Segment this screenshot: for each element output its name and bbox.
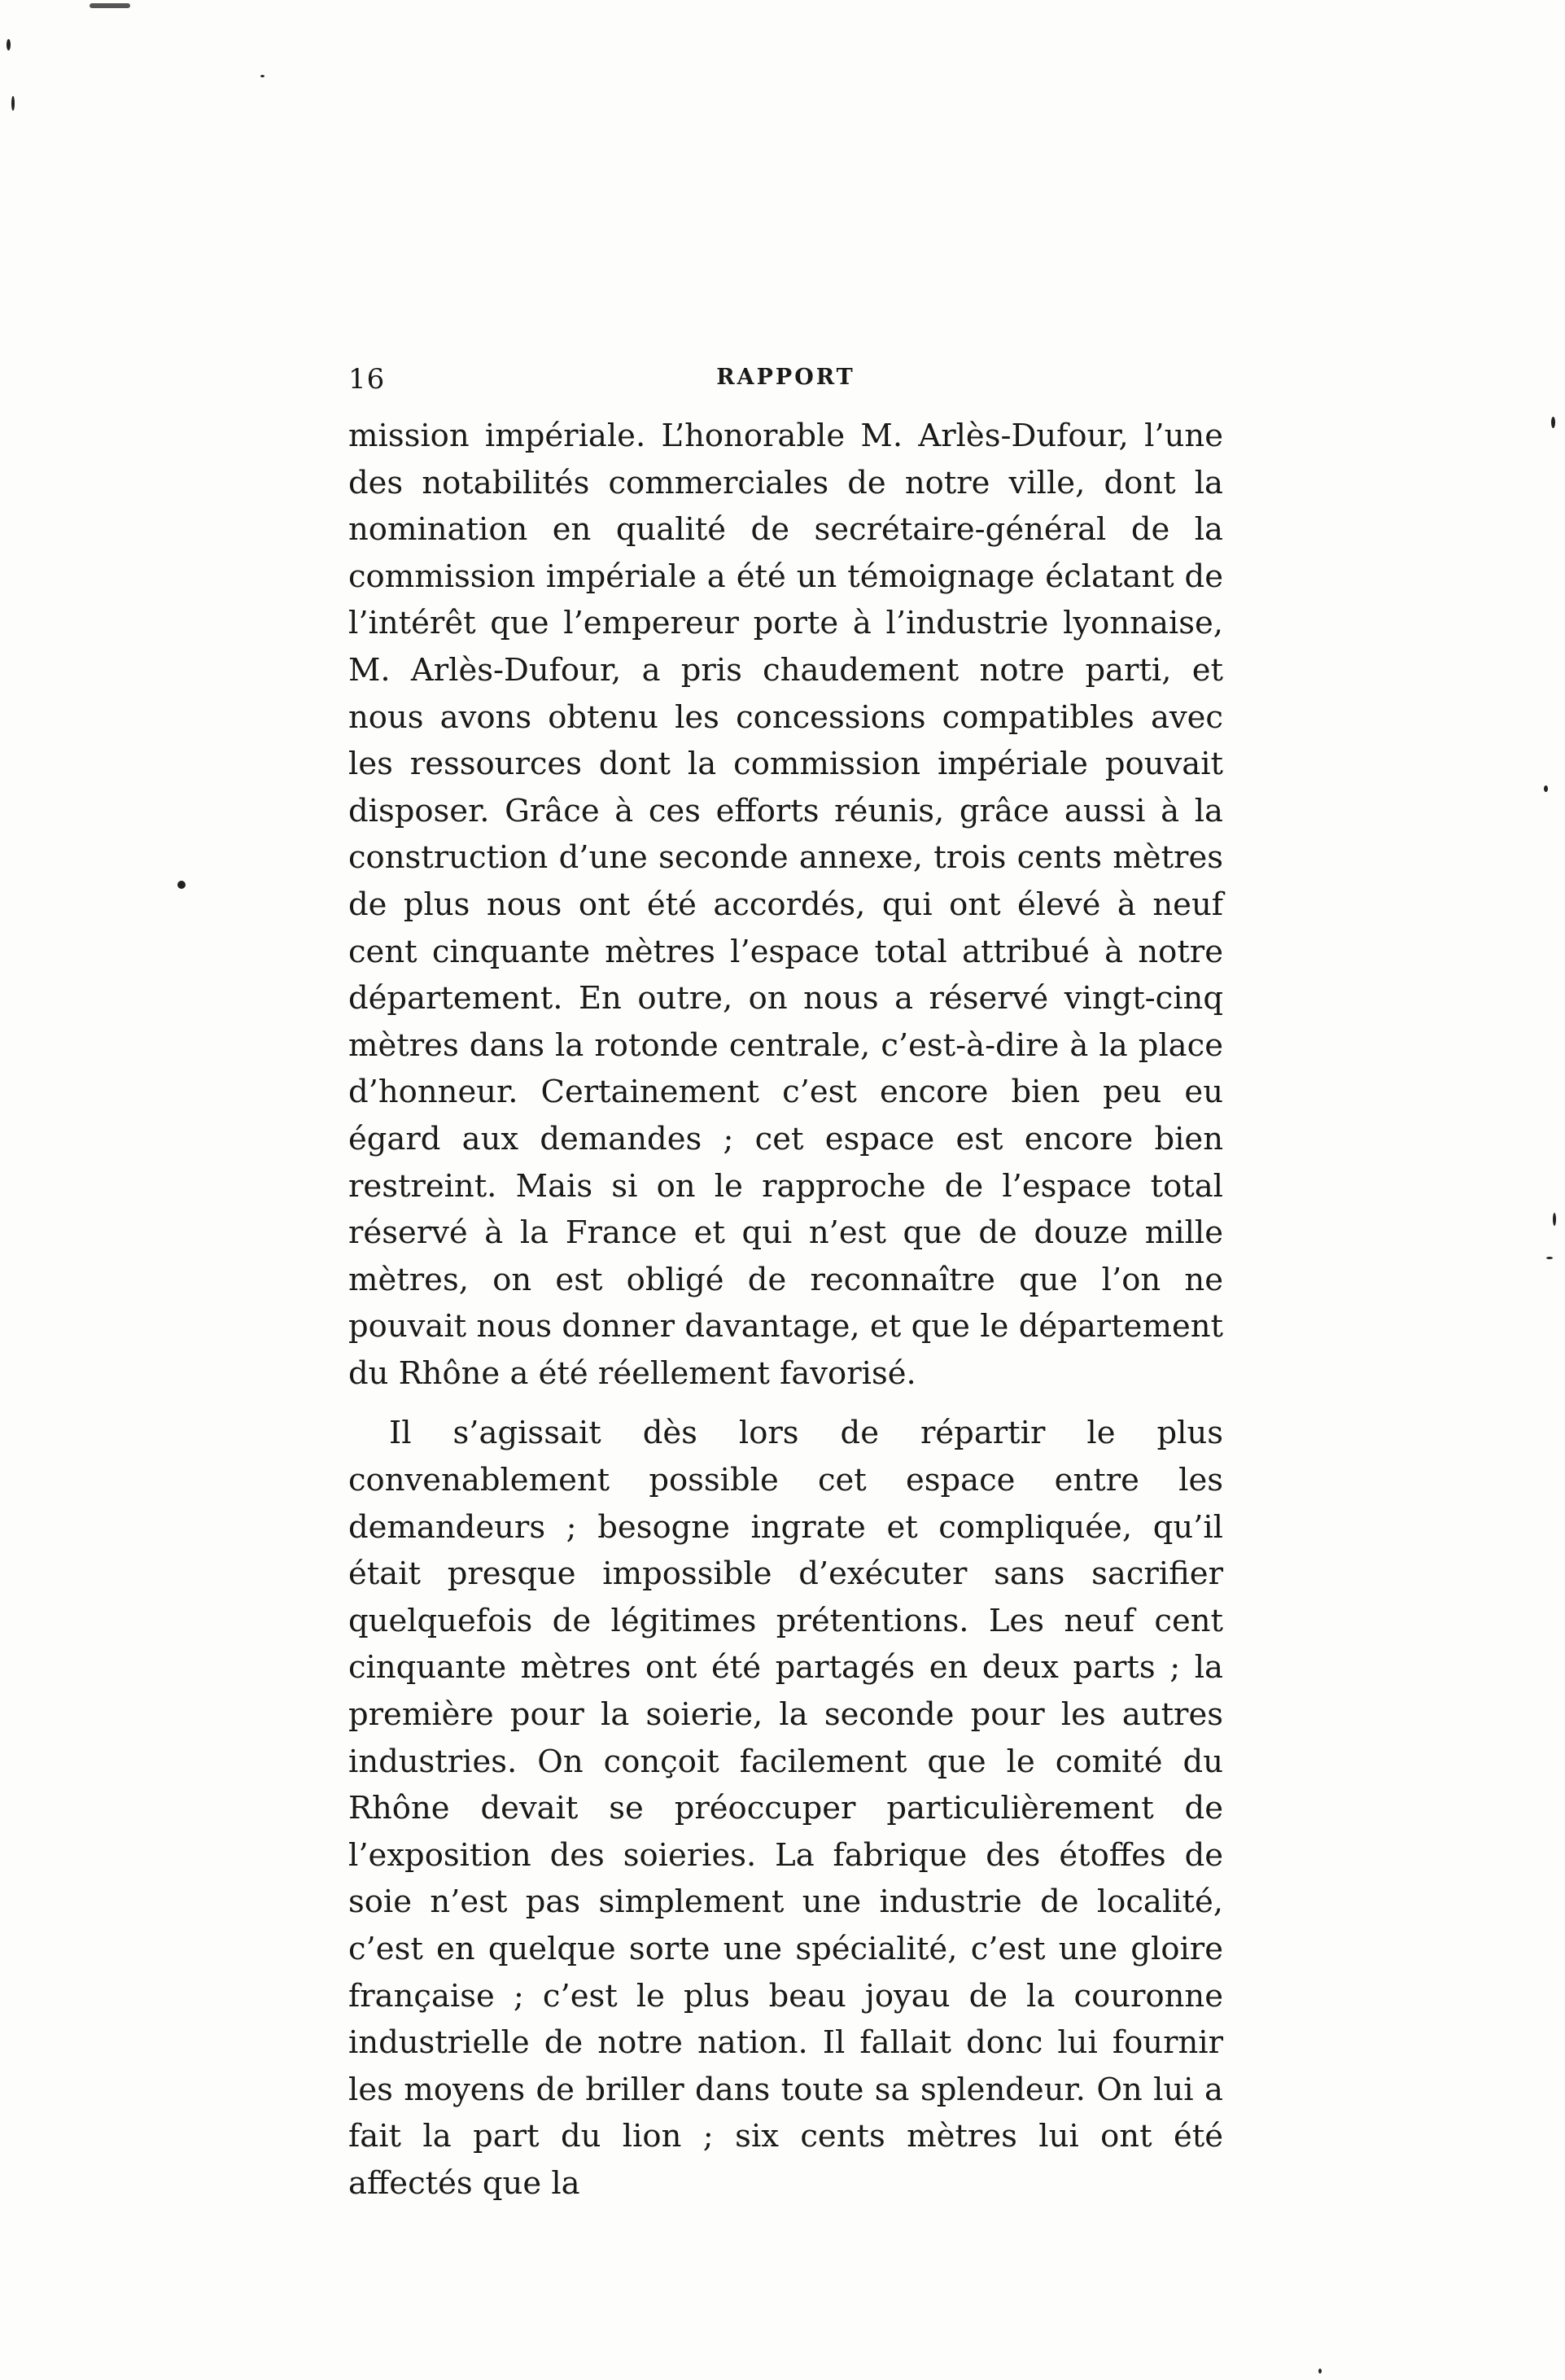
page-number: 16	[348, 363, 386, 396]
page-header	[348, 363, 1223, 412]
scan-speck	[90, 3, 130, 8]
scan-speck	[1546, 1257, 1553, 1259]
body-text	[348, 413, 1223, 2207]
paragraph-continuation: mission impériale. L’honorable M. Arlès-Dufour, l’une des notabilités commerciales de notre ville, dont la nomination en qualité de secrétaire-général de la commission impériale a été un témoignage éclatant de l’intérêt que l’empereur porte à l’industrie lyonnaise, M. Arlès-Dufour, a pris chaudement notre parti, et nous avons obtenu les concessions compatibles avec les ressources dont la commission impériale pouvait disposer. Grâce à ces efforts réunis, grâce aussi à la construction d’une seconde annexe, trois cents mètres de plus nous ont été accordés, qui ont élevé à neuf cent cinquante mètres l’espace total attribué à notre département. En outre, on nous a réservé vingt-cinq mètres dans la rotonde centrale, c’est-à-dire à la place d’honneur. Certainement c’est encore bien peu eu égard aux demandes ; cet espace est encore bien restreint. Mais si on le rapproche de l’espace total réservé à la France et qui n’est que de douze mille mètres, on est obligé de reconnaître que l’on ne pouvait nous donner davantage, et que le département du Rhône a été réellement favorisé.	[348, 418, 1223, 1392]
scan-speck	[1318, 2369, 1322, 2373]
scan-speck	[7, 39, 11, 50]
paragraph: Il s’agissait dès lors de répartir le plus convenablement possible cet espace entre les demandeurs ; besogne ingrate et compliquée, qu’il était presque impossible d’exécuter sans sacrifier quelquefois de légitimes prétentions. Les neuf cent cinquante mètres ont été partagés en deux parts ; la première pour la soierie, la seconde pour les autres industries. On conçoit facilement que le comité du Rhône devait se préoccuper particulièrement de l’exposition des soieries. La fabrique des étoffes de soie n’est pas simplement une industrie de localité, c’est en quelque sorte une spécialité, c’est une gloire française ; c’est le plus beau joyau de la couronne industrielle de notre nation. Il fallait donc lui fournir les moyens de briller dans toute sa splendeur. On lui a fait la part du lion ; six cents mètres lui ont été affectés que la	[348, 1415, 1223, 2202]
running-title: RAPPORT	[716, 365, 855, 390]
scan-speck	[1553, 1213, 1556, 1226]
scan-speck	[260, 75, 264, 77]
scan-speck	[1544, 785, 1548, 792]
scan-speck	[177, 881, 186, 889]
scan-speck	[11, 96, 15, 111]
scan-speck	[1551, 417, 1555, 428]
